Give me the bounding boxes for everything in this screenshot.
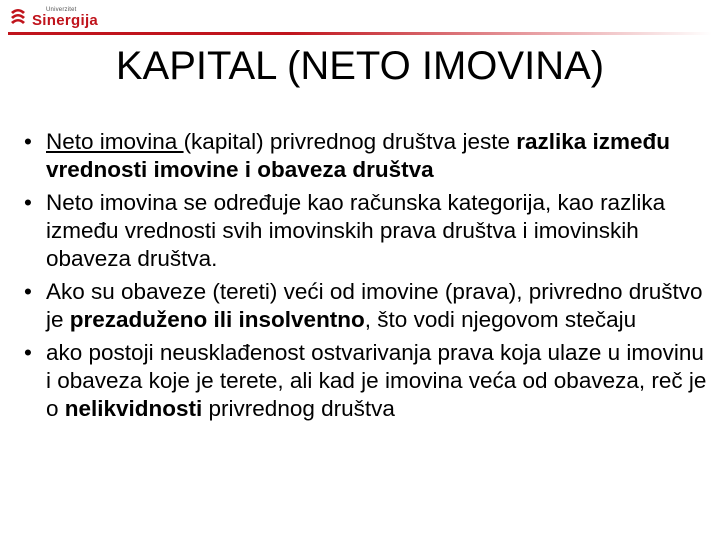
bullet-text: ako postoji neusklađenost ostvarivanja prava koja ulaze u imovinu i obaveza koje je terete, ali kad je imovina veća od obaveza, reč je o <box>46 340 707 421</box>
bullet-item <box>24 278 708 334</box>
bullet-text: privrednog društva <box>202 396 395 421</box>
sinergija-logo-icon <box>8 6 28 28</box>
logo-name: Sinergija <box>32 11 99 29</box>
bullet-text: Neto imovina se određuje kao računska kategorija, kao razlika između vrednosti svih imovinskih prava društva i imovinskih obaveza društva. <box>46 190 666 271</box>
bullet-list <box>24 128 708 428</box>
bullet-text: Ako su obaveze (tereti) veći od imovine (prava), privredno društvo je <box>46 279 703 332</box>
bold-text: nelikvidnosti <box>64 396 203 421</box>
header-divider <box>8 32 712 35</box>
bullet-item <box>24 339 708 423</box>
university-logo <box>8 6 98 28</box>
bullet-item <box>24 128 708 184</box>
bullet-dot: • <box>24 129 32 154</box>
bullet-item <box>24 189 708 273</box>
bullet-text: (kapital) privrednog društva jeste <box>183 129 517 154</box>
logo-university-label: Univerzitet <box>46 6 77 13</box>
bullet-dot: • <box>24 279 32 304</box>
bullet-dot: • <box>24 340 32 365</box>
bullet-dot: • <box>24 190 32 215</box>
underlined-term: Neto imovina <box>46 129 184 154</box>
bold-text: razlika između vrednosti imovine i obaveza društva <box>46 129 671 182</box>
bold-text: prezaduženo ili insolventno <box>69 307 365 332</box>
bullet-text: , što vodi njegovom stečaju <box>364 307 637 332</box>
slide-title: KAPITAL (NETO IMOVINA) <box>115 44 605 88</box>
